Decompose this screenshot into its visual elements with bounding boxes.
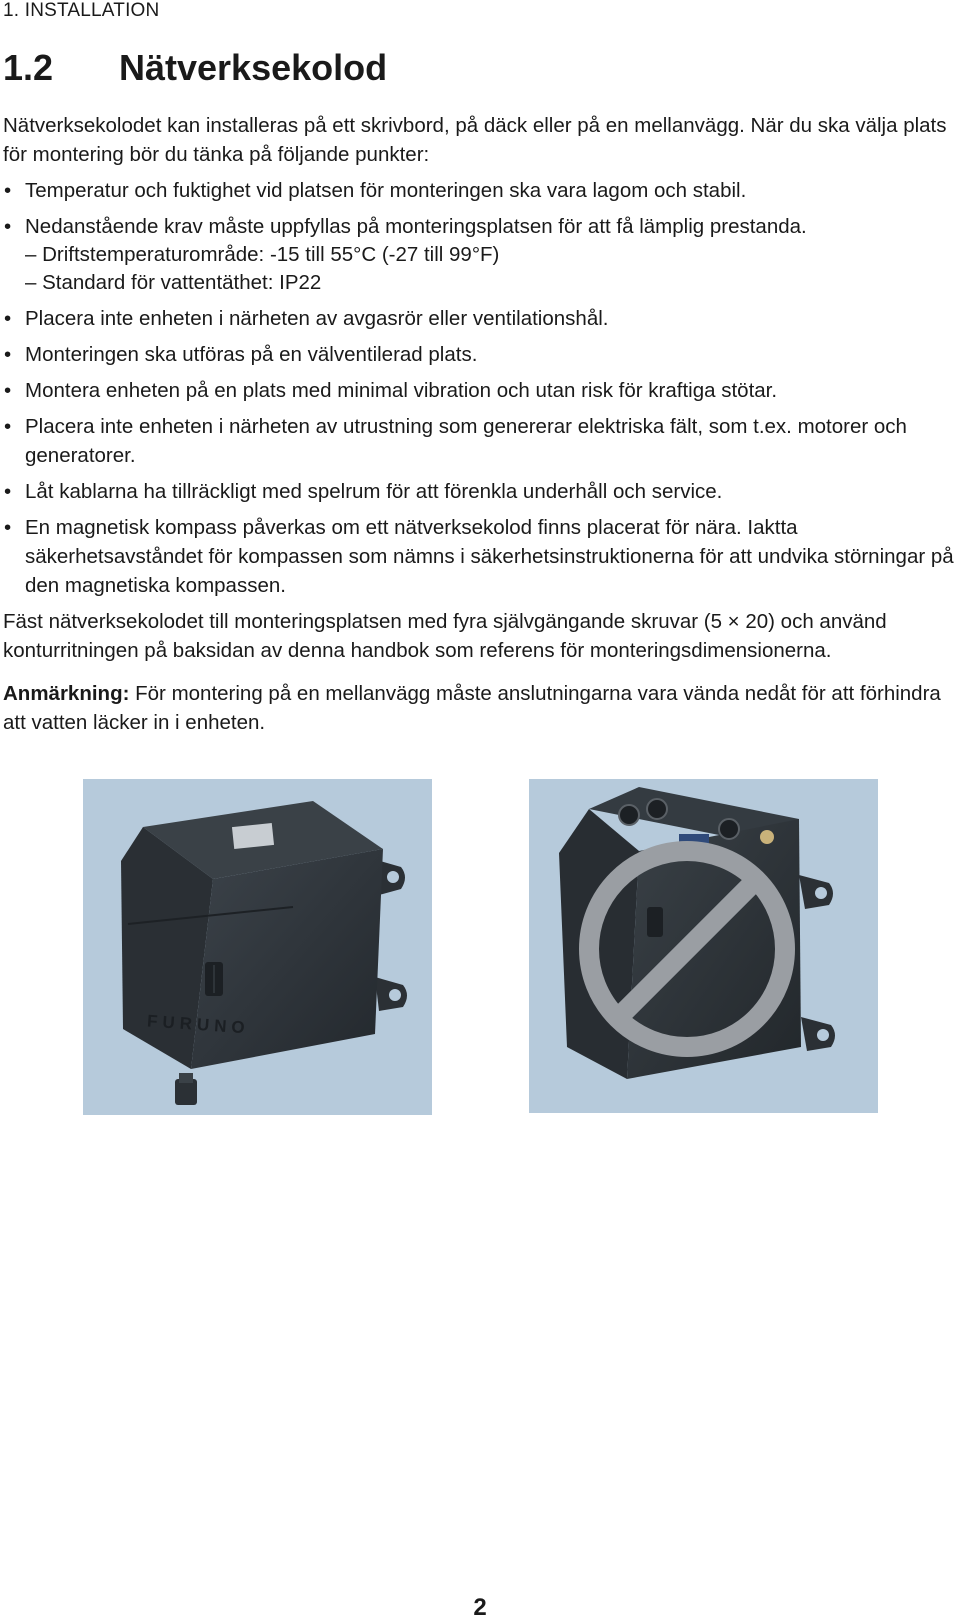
intro-paragraph: Nätverksekolodet kan installeras på ett skrivbord, på däck eller på en mellanvägg. När du ska välja plats för montering bör du tänka på följande punkter: — [3, 114, 947, 166]
note-paragraph — [3, 679, 957, 737]
list-item: • Monteringen ska utföras på en välventilerad plats. — [3, 340, 957, 369]
manual-page — [3, 0, 957, 737]
brand-text: FURUNO — [146, 1011, 251, 1038]
page-number: 2 — [473, 1594, 487, 1621]
section-heading: Nätverksekolod — [119, 47, 388, 88]
list-item: • Placera inte enheten i närheten av utrustning som genererar elektriska fält, som t.ex. motorer och generatorer. — [3, 412, 957, 470]
note-label: Anmärkning: — [3, 682, 130, 705]
device-connectors-down-image — [83, 779, 432, 1115]
list-item: • Temperatur och fuktighet vid platsen för monteringen ska vara lagom och stabil. — [3, 176, 957, 205]
mounting-figures — [83, 779, 878, 1115]
list-item: • Placera inte enheten i närheten av avgasrör eller ventilationshål. — [3, 304, 957, 333]
note-text: För montering på en mellanvägg måste anslutningarna vara vända nedåt för att förhindra att vatten läcker in i enheten. — [3, 682, 941, 734]
list-item: • Montera enheten på en plats med minimal vibration och utan risk för kraftiga stötar. — [3, 376, 957, 405]
bullet-list-1 — [3, 176, 957, 241]
section-title — [3, 48, 957, 88]
requirement-item: – Driftstemperaturområde: -15 till 55°C (-27 till 99°F) — [25, 243, 500, 266]
list-item: • Låt kablarna ha tillräckligt med spelrum för att förenkla underhåll och service. — [3, 477, 957, 506]
figure-incorrect-mounting — [529, 779, 878, 1113]
section-number: 1.2 — [3, 47, 54, 88]
list-item: • Nedanstående krav måste uppfyllas på monteringsplatsen för att få lämplig prestanda. — [3, 212, 957, 241]
running-header: 1. INSTALLATION — [3, 0, 160, 21]
list-item: • En magnetisk kompass påverkas om ett nätverksekolod finns placerat för nära. Iaktta säkerhetsavståndet för kompassen som nämns i säkerhetsinstruktionerna för att undvika störningar på den magnetiska kompassen. — [3, 513, 957, 600]
device-connectors-up-image — [529, 779, 878, 1113]
requirement-item: – Standard för vattentäthet: IP22 — [25, 271, 322, 294]
bullet-list-2 — [3, 304, 957, 600]
mounting-paragraph: Fäst nätverksekolodet till monteringsplatsen med fyra självgängande skruvar (5 × 20) och använd konturritningen på baksidan av denna handbok som referens för monteringsdimensionerna. — [3, 610, 887, 662]
figure-correct-mounting — [83, 779, 432, 1115]
requirements-list — [3, 241, 957, 297]
